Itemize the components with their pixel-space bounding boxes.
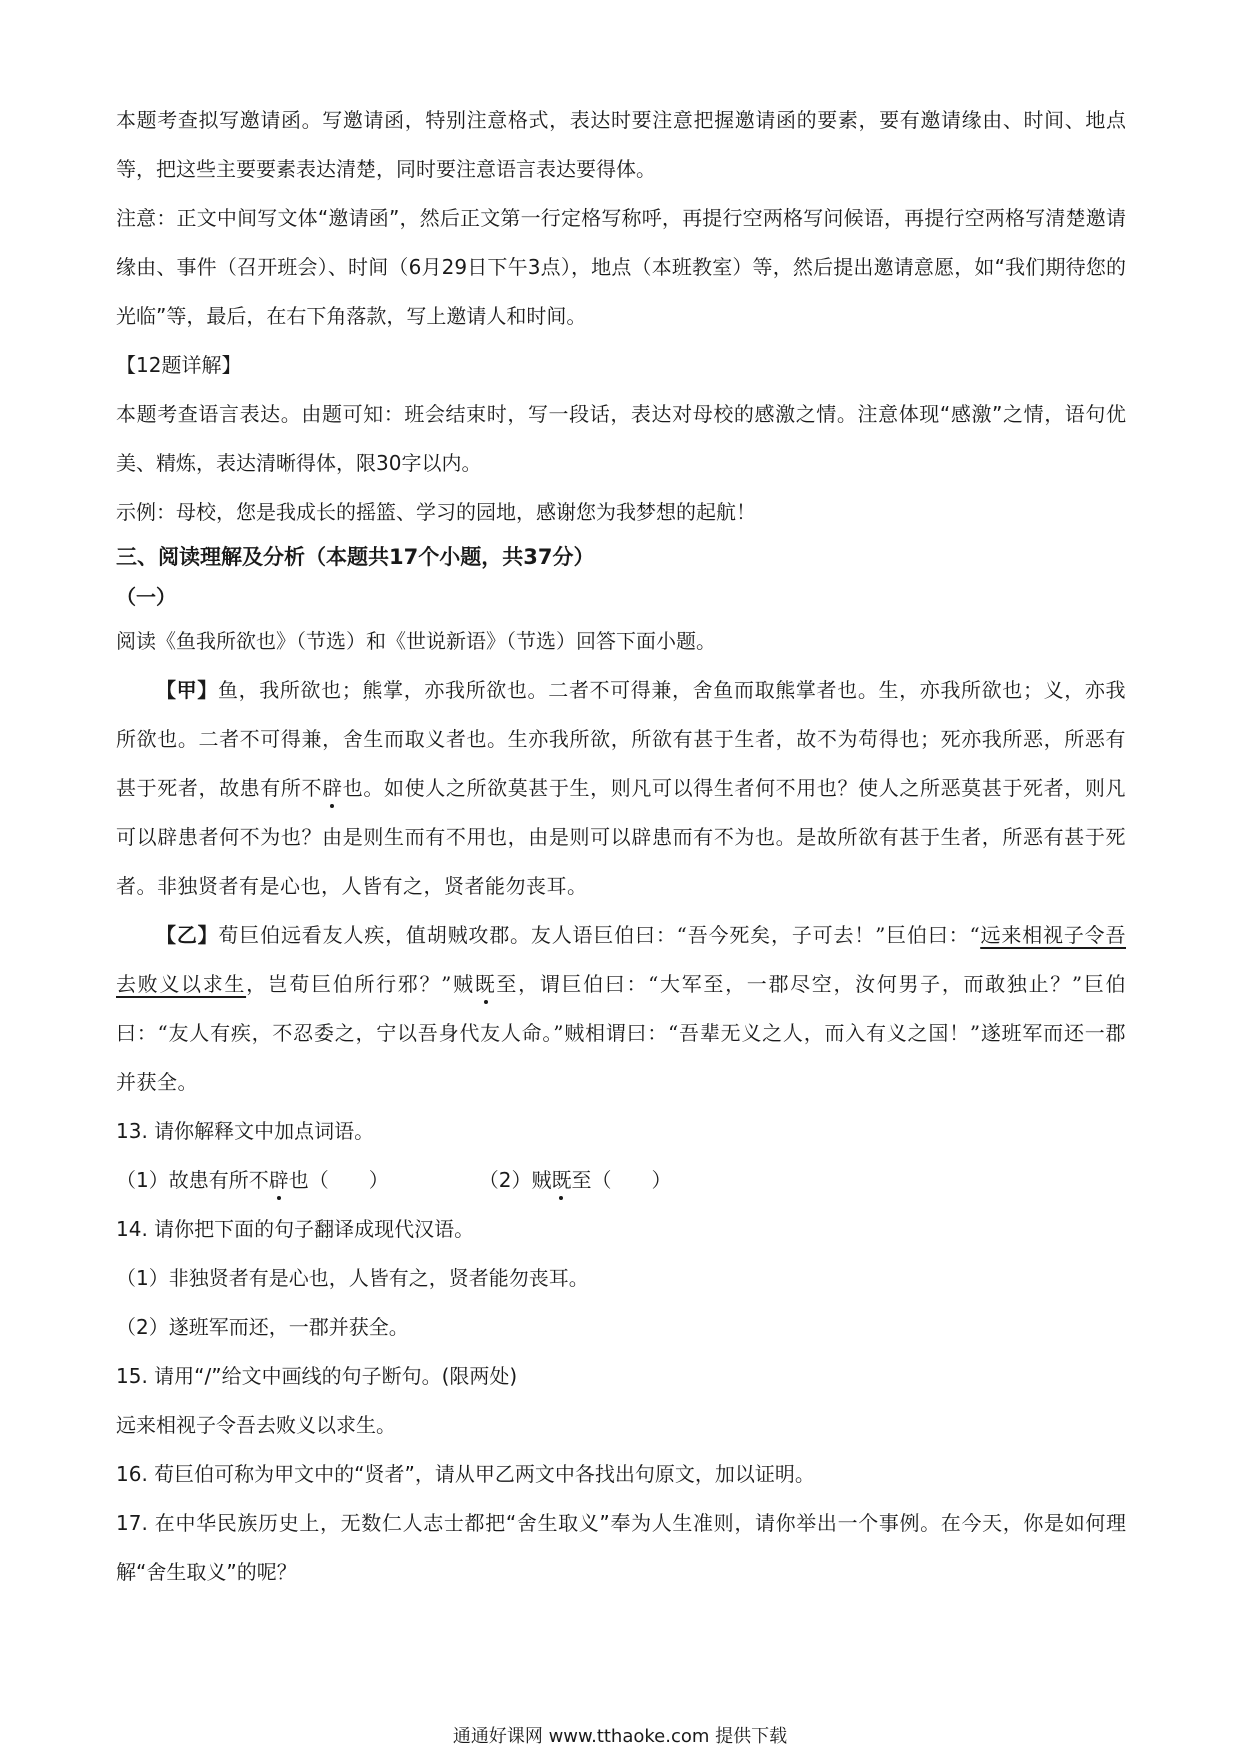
q13-2-post: 至（ ） (571, 1168, 672, 1192)
page-footer: 通通好课网 www.tthaoke.com 提供下载 (452, 1726, 788, 1747)
passage-b-dotted-char: 既 (474, 972, 497, 996)
passage-a-dotted-char: 辟 (322, 776, 343, 800)
section-3-title: 三、阅读理解及分析（本题共17个小题，共37分） (116, 545, 595, 569)
passage-b-text-2: ，岂荀巨伯所行邪？”贼 (246, 972, 475, 996)
q12-example: 示例：母校，您是我成长的摇篮、学习的园地，感谢您为我梦想的起航！ (116, 500, 756, 524)
q13-1-dotted-char: 辟 (268, 1168, 289, 1192)
question-13: 13. 请你解释文中加点词语。 (116, 1119, 375, 1143)
q13-1-pre: （1）故患有所不 (116, 1168, 269, 1192)
section-3-subtitle: （一） (116, 585, 176, 609)
passage-a (116, 666, 1126, 911)
intro-paragraph-1: 本题考查拟写邀请函。写邀请函，特别注意格式，表达时要注意把握邀请函的要素，要有邀请缘由、时间、地点等，把这些主要要素表达清楚，同时要注意语言表达要得体。 (116, 108, 1126, 181)
q13-2-dotted-char: 既 (551, 1168, 572, 1192)
question-14-item-1: （1）非独贤者有是心也，人皆有之，贤者能勿丧耳。 (116, 1266, 589, 1290)
q13-1-post: 也（ ） (288, 1168, 389, 1192)
question-14-item-2: （2）遂班军而还，一郡并获全。 (116, 1315, 409, 1339)
document-page (116, 96, 1126, 1597)
reading-instruction: 阅读《鱼我所欲也》（节选）和《世说新语》（节选）回答下面小题。 (116, 629, 716, 653)
intro-paragraph-2: 注意：正文中间写文体“邀请函”，然后正文第一行定格写称呼，再提行空两格写问候语，再提行空两格写清楚邀请缘由、事件（召开班会）、时间（6月29日下午3点），地点（本班教室）等，然后提出邀请意愿，如“我们期待您的光临”等，最后，在右下角落款，写上邀请人和时间。 (116, 206, 1126, 328)
question-13-items (116, 1156, 1126, 1205)
passage-a-text-1: 鱼，我所欲也；熊掌，亦我所欲也。二者不可得兼，舍鱼而取熊掌者也。生，亦我所欲也；义，亦我所欲也。二者不可得兼，舍生而取义者也。生亦我所欲，所欲有甚于生者，故不为苟得也；死亦我所恶，所恶有甚于死者，故患有所不 (116, 678, 1127, 800)
passage-b-text-1: 荀巨伯远看友人疾，值胡贼攻郡。友人语巨伯曰：“吾今死矣，子可去！”巨伯曰：“ (218, 923, 981, 947)
passage-b-underlined-sentence: 远来相视子令吾去败义以求生 (116, 923, 1126, 996)
passage-b-text-3: 至，谓巨伯曰：“大军至，一郡尽空，汝何男子，而敢独止？”巨伯曰：“友人有疾，不忍委之，宁以吾身代友人命。”贼相谓曰：“吾辈无义之人，而入有义之国！”遂班军而还一郡并获全。 (116, 972, 1126, 1094)
passage-a-label: 【甲】 (156, 678, 218, 702)
question-15-sentence: 远来相视子令吾去败义以求生。 (116, 1413, 396, 1437)
passage-b-label: 【乙】 (156, 923, 219, 947)
passage-b (116, 911, 1126, 1107)
question-15: 15. 请用“/”给文中画线的句子断句。(限两处) (116, 1364, 518, 1388)
question-14: 14. 请你把下面的句子翻译成现代汉语。 (116, 1217, 475, 1241)
question-16: 16. 荀巨伯可称为甲文中的“贤者”，请从甲乙两文中各找出句原文，加以证明。 (116, 1462, 815, 1486)
q13-2-pre: （2）贼 (478, 1168, 552, 1192)
question-17: 17. 在中华民族历史上，无数仁人志士都把“舍生取义”奉为人生准则，请你举出一个事例。在今天，你是如何理解“舍生取义”的呢？ (116, 1511, 1126, 1584)
passage-a-text-2: 也。如使人之所欲莫甚于生，则凡可以得生者何不用也？使人之所恶莫甚于死者，则凡可以辟患者何不为也？由是则生而有不用也，由是则可以辟患而有不为也。是故所欲有甚于生者，所恶有甚于死者。非独贤者有是心也，人皆有之，贤者能勿丧耳。 (116, 776, 1127, 898)
q12-title: 【12题详解】 (116, 353, 242, 377)
q12-paragraph: 本题考查语言表达。由题可知：班会结束时，写一段话，表达对母校的感激之情。注意体现“感激”之情，语句优美、精炼，表达清晰得体，限30字以内。 (116, 402, 1126, 475)
